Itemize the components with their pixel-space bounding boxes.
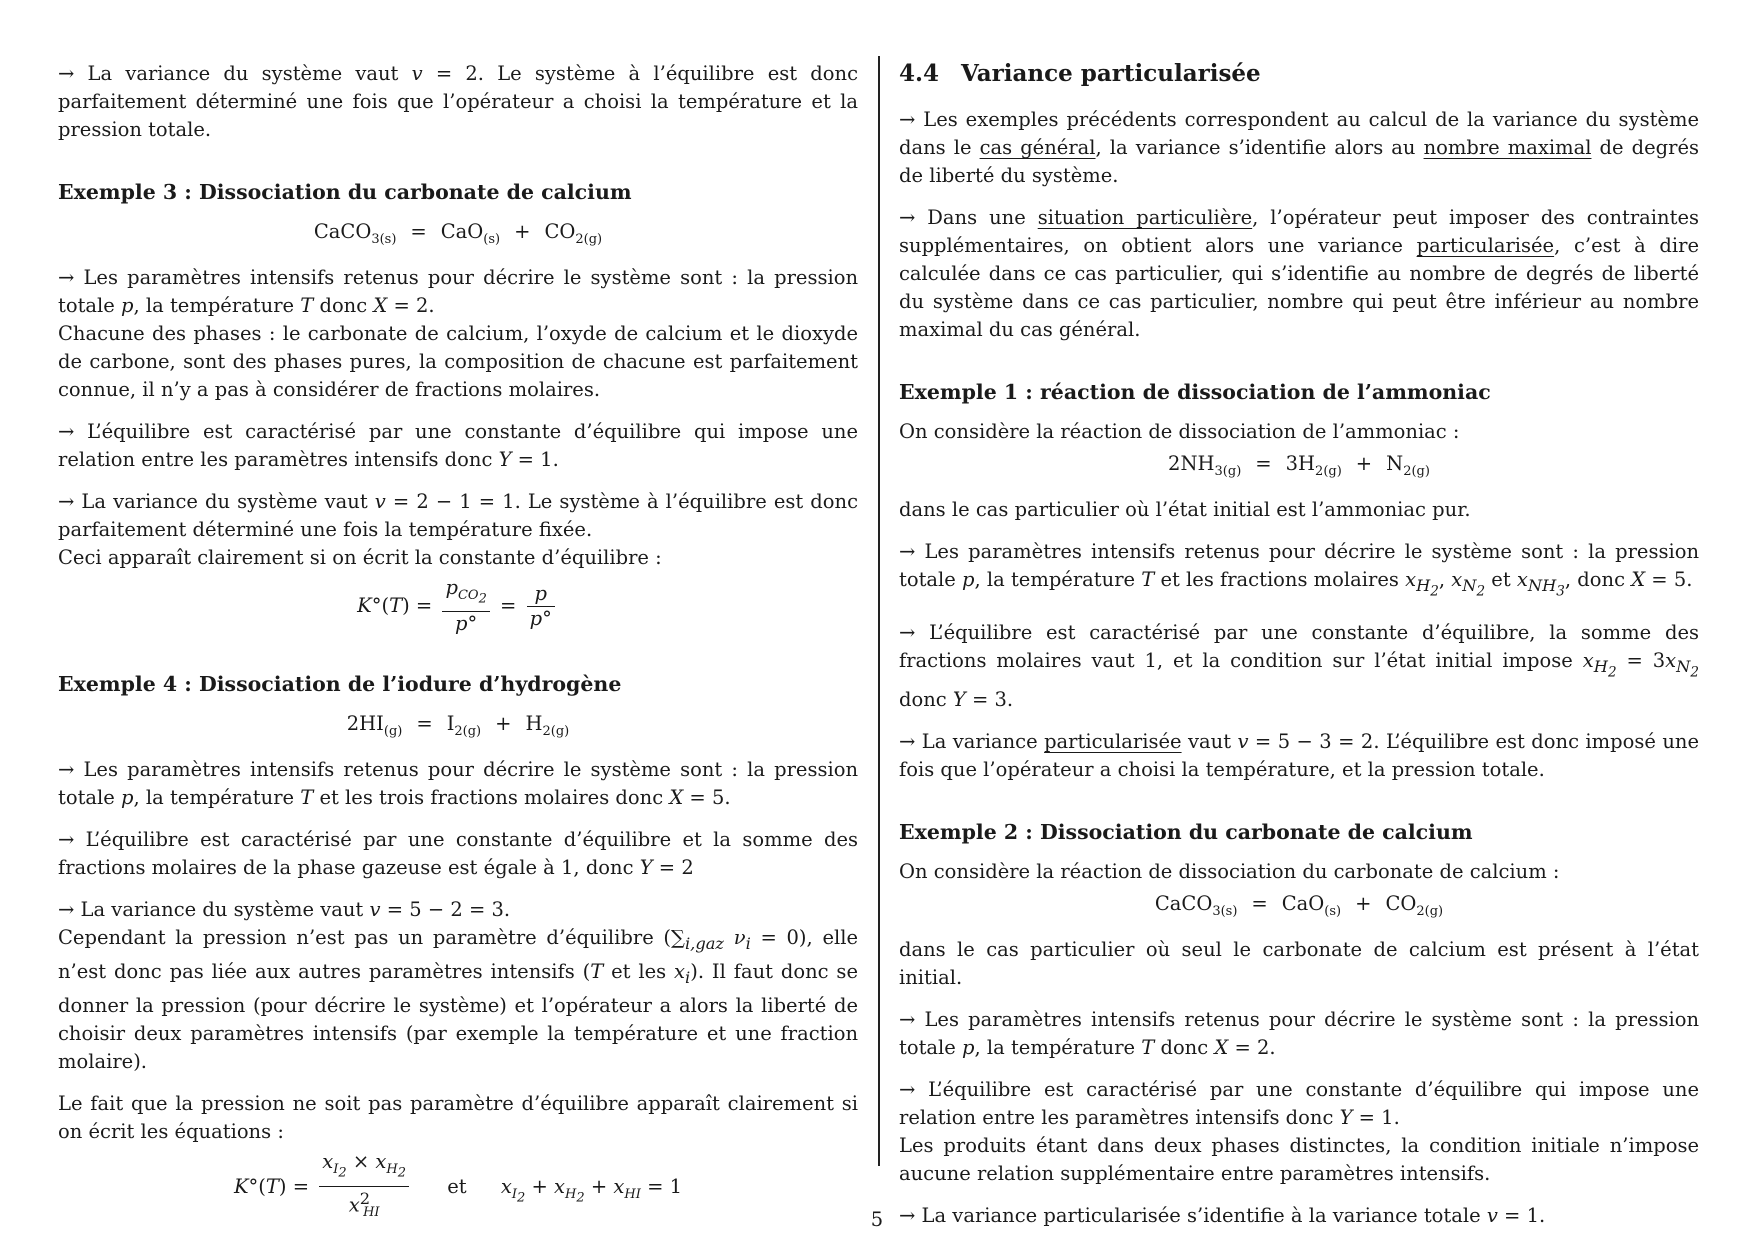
right-example-1-equation: $2NH_{3(g)} = 3H_{2(g)} + N_{2(g)}$ xyxy=(1168,452,1430,479)
example-4-title: Exemple 4 : Dissociation de l’iodure d’hydrogène xyxy=(58,672,622,697)
right-example-2-paragraph-4: Les produits étant dans deux phases distinctes, la condition initiale n’impose aucune relation supplémentaire entre paramètres intensifs. xyxy=(899,1134,1699,1186)
example-4-paragraph-1: → Les paramètres intensifs retenus pour décrire le système sont : la pression totale p, la température T et les trois fractions molaires donc X = 5. xyxy=(58,758,858,810)
example-3-paragraph-2: Chacune des phases : le carbonate de calcium, l’oxyde de calcium et le dioxyde de carbone, sont des phases pures, la composition de chacune est parfaitement connue, il n’y a pas à considérer de fractions molaires. xyxy=(58,321,858,401)
right-example-1-paragraph-4: → La variance particularisée vaut v = 5 − 3 = 2. L’équilibre est donc imposé une fois que l’opérateur a choisi la température, et la pression totale. xyxy=(899,730,1700,782)
example-4-paragraph-2: → L’équilibre est caractérisé par une constante d’équilibre et la somme des fractions molaires de la phase gazeuse est égale à 1, donc Y = 2 xyxy=(58,828,858,880)
page-number: 5 xyxy=(870,1208,884,1231)
example-4-paragraph-4: Cependant la pression n’est pas un paramètre d’équilibre ($\sum_{i,gaz}$ $\nu_i = 0$), elle n’est donc pas liée aux autres paramètres intensifs (T et les $x_i$). Il faut donc se donner la pression (pour décrire le système) et l’opérateur a alors la liberté de choisir deux paramètres intensifs (par exemple la température et une fraction molaire). xyxy=(58,926,858,1074)
right-example-2-paragraph-3: → L’équilibre est caractérisé par une constante d’équilibre qui impose une relation entre les paramètres intensifs donc Y = 1. xyxy=(899,1078,1699,1130)
example-3-equation: CaCO$_{3(s)}$ = $CaO_{(s)} + CO_{2(g)}$ xyxy=(313,220,603,247)
right-example-2-equation: CaCO$_{3(s)}$ = $CaO_{(s)} + CO_{2(g)}$ xyxy=(1154,892,1444,920)
right-example-2-title: Exemple 2 : Dissociation du carbonate de calcium xyxy=(899,820,1473,845)
right-example-1-paragraph-1: dans le cas particulier où l’état initial est l’ammoniac pur. xyxy=(899,497,1471,521)
example-3-paragraph-5: Ceci apparaît clairement si on écrit la constante d’équilibre : xyxy=(58,545,662,569)
section-title: Variance particularisée xyxy=(961,60,1261,87)
example-3-title: Exemple 3 : Dissociation du carbonate de calcium xyxy=(58,180,632,204)
left-column xyxy=(58,60,858,1235)
column-divider xyxy=(878,56,880,1166)
section-paragraph-1: → Les exemples précédents correspondent au calcul de la variance du système dans le cas général, la variance s’identifie alors au nombre maximal de degrés de liberté du système. xyxy=(899,108,1699,187)
right-example-1-title: Exemple 1 : réaction de dissociation de l’ammoniac xyxy=(899,380,1491,404)
example-4-paragraph-3: → La variance du système vaut v = 5 − 2 = 3. xyxy=(58,898,511,922)
right-example-2-intro: On considère la réaction de dissociation du carbonate de calcium : xyxy=(899,860,1560,884)
right-example-2-paragraph-2: → Les paramètres intensifs retenus pour décrire le système sont : la pression totale p, la température T donc X = 2. xyxy=(899,1008,1699,1060)
example-3-formula: K°(T) = $\frac{p_{CO_2}}{p^\circ}$ = $\frac{p}{p^\circ}$ xyxy=(58,576,858,636)
right-example-2-paragraph-5: → La variance particularisée s’identifie à la variance totale v = 1. xyxy=(899,1204,1546,1228)
right-example-1-paragraph-2: → Les paramètres intensifs retenus pour décrire le système sont : la pression totale p, la température T et les fractions molaires $x_{H_2}$, $x_{N_2}$ et $x_{NH_3}$, donc X = 5. xyxy=(899,539,1699,600)
section-heading xyxy=(899,60,1699,88)
right-example-1-intro: On considère la réaction de dissociation de l’ammoniac : xyxy=(899,420,1460,443)
example-3-paragraph-4: → La variance du système vaut v = 2 − 1 = 1. Le système à l’équilibre est donc parfaitement déterminé une fois la température fixée. xyxy=(58,489,858,541)
example-3-paragraph-1: → Les paramètres intensifs retenus pour décrire le système sont : la pression totale p, la température T donc X = 2. xyxy=(58,265,858,317)
right-example-2-paragraph-1: dans le cas particulier où seul le carbonate de calcium est présent à l’état initial. xyxy=(899,938,1699,990)
example-4-formula: K°(T) = $\frac{x_{I_2} \times x_{H_2}}{x^2_{HI}}$ et $x_{I_2} + x_{H_2} + x_{HI} = 1$ xyxy=(233,1150,683,1220)
section-paragraph-2: → Dans une situation particulière, l’opérateur peut imposer des contraintes supplémentaires, on obtient alors une variance particularisée, c’est à dire calculée dans ce cas particulier, qui s’identifie au nombre de degrés de liberté du système dans ce cas particulier, nombre qui peut être inférieur au nombre maximal du cas général. xyxy=(899,206,1699,341)
example-4-equation: $2HI_{(g)} = I_{2(g)} + H_{2(g)}$ xyxy=(346,712,570,740)
right-column xyxy=(899,60,1699,1244)
right-example-1-paragraph-3: → L’équilibre est caractérisé par une constante d’équilibre, la somme des fractions molaires vaut 1, et la condition sur l’état initial impose $x_{H_2} = 3x_{N_2}$ donc Y = 3. xyxy=(899,621,1699,712)
example-3-paragraph-3: → L’équilibre est caractérisé par une constante d’équilibre qui impose une relation entre les paramètres intensifs donc Y = 1. xyxy=(58,419,858,471)
section-number: 4.4 xyxy=(899,60,940,87)
example-4-paragraph-5: Le fait que la pression ne soit pas paramètre d’équilibre apparaît clairement si on écrit les équations : xyxy=(58,1092,858,1144)
intro-paragraph: → La variance du système vaut v = 2. Le système à l’équilibre est donc parfaitement déterminé une fois que l’opérateur a choisi la température et la pression totale. xyxy=(58,62,858,141)
